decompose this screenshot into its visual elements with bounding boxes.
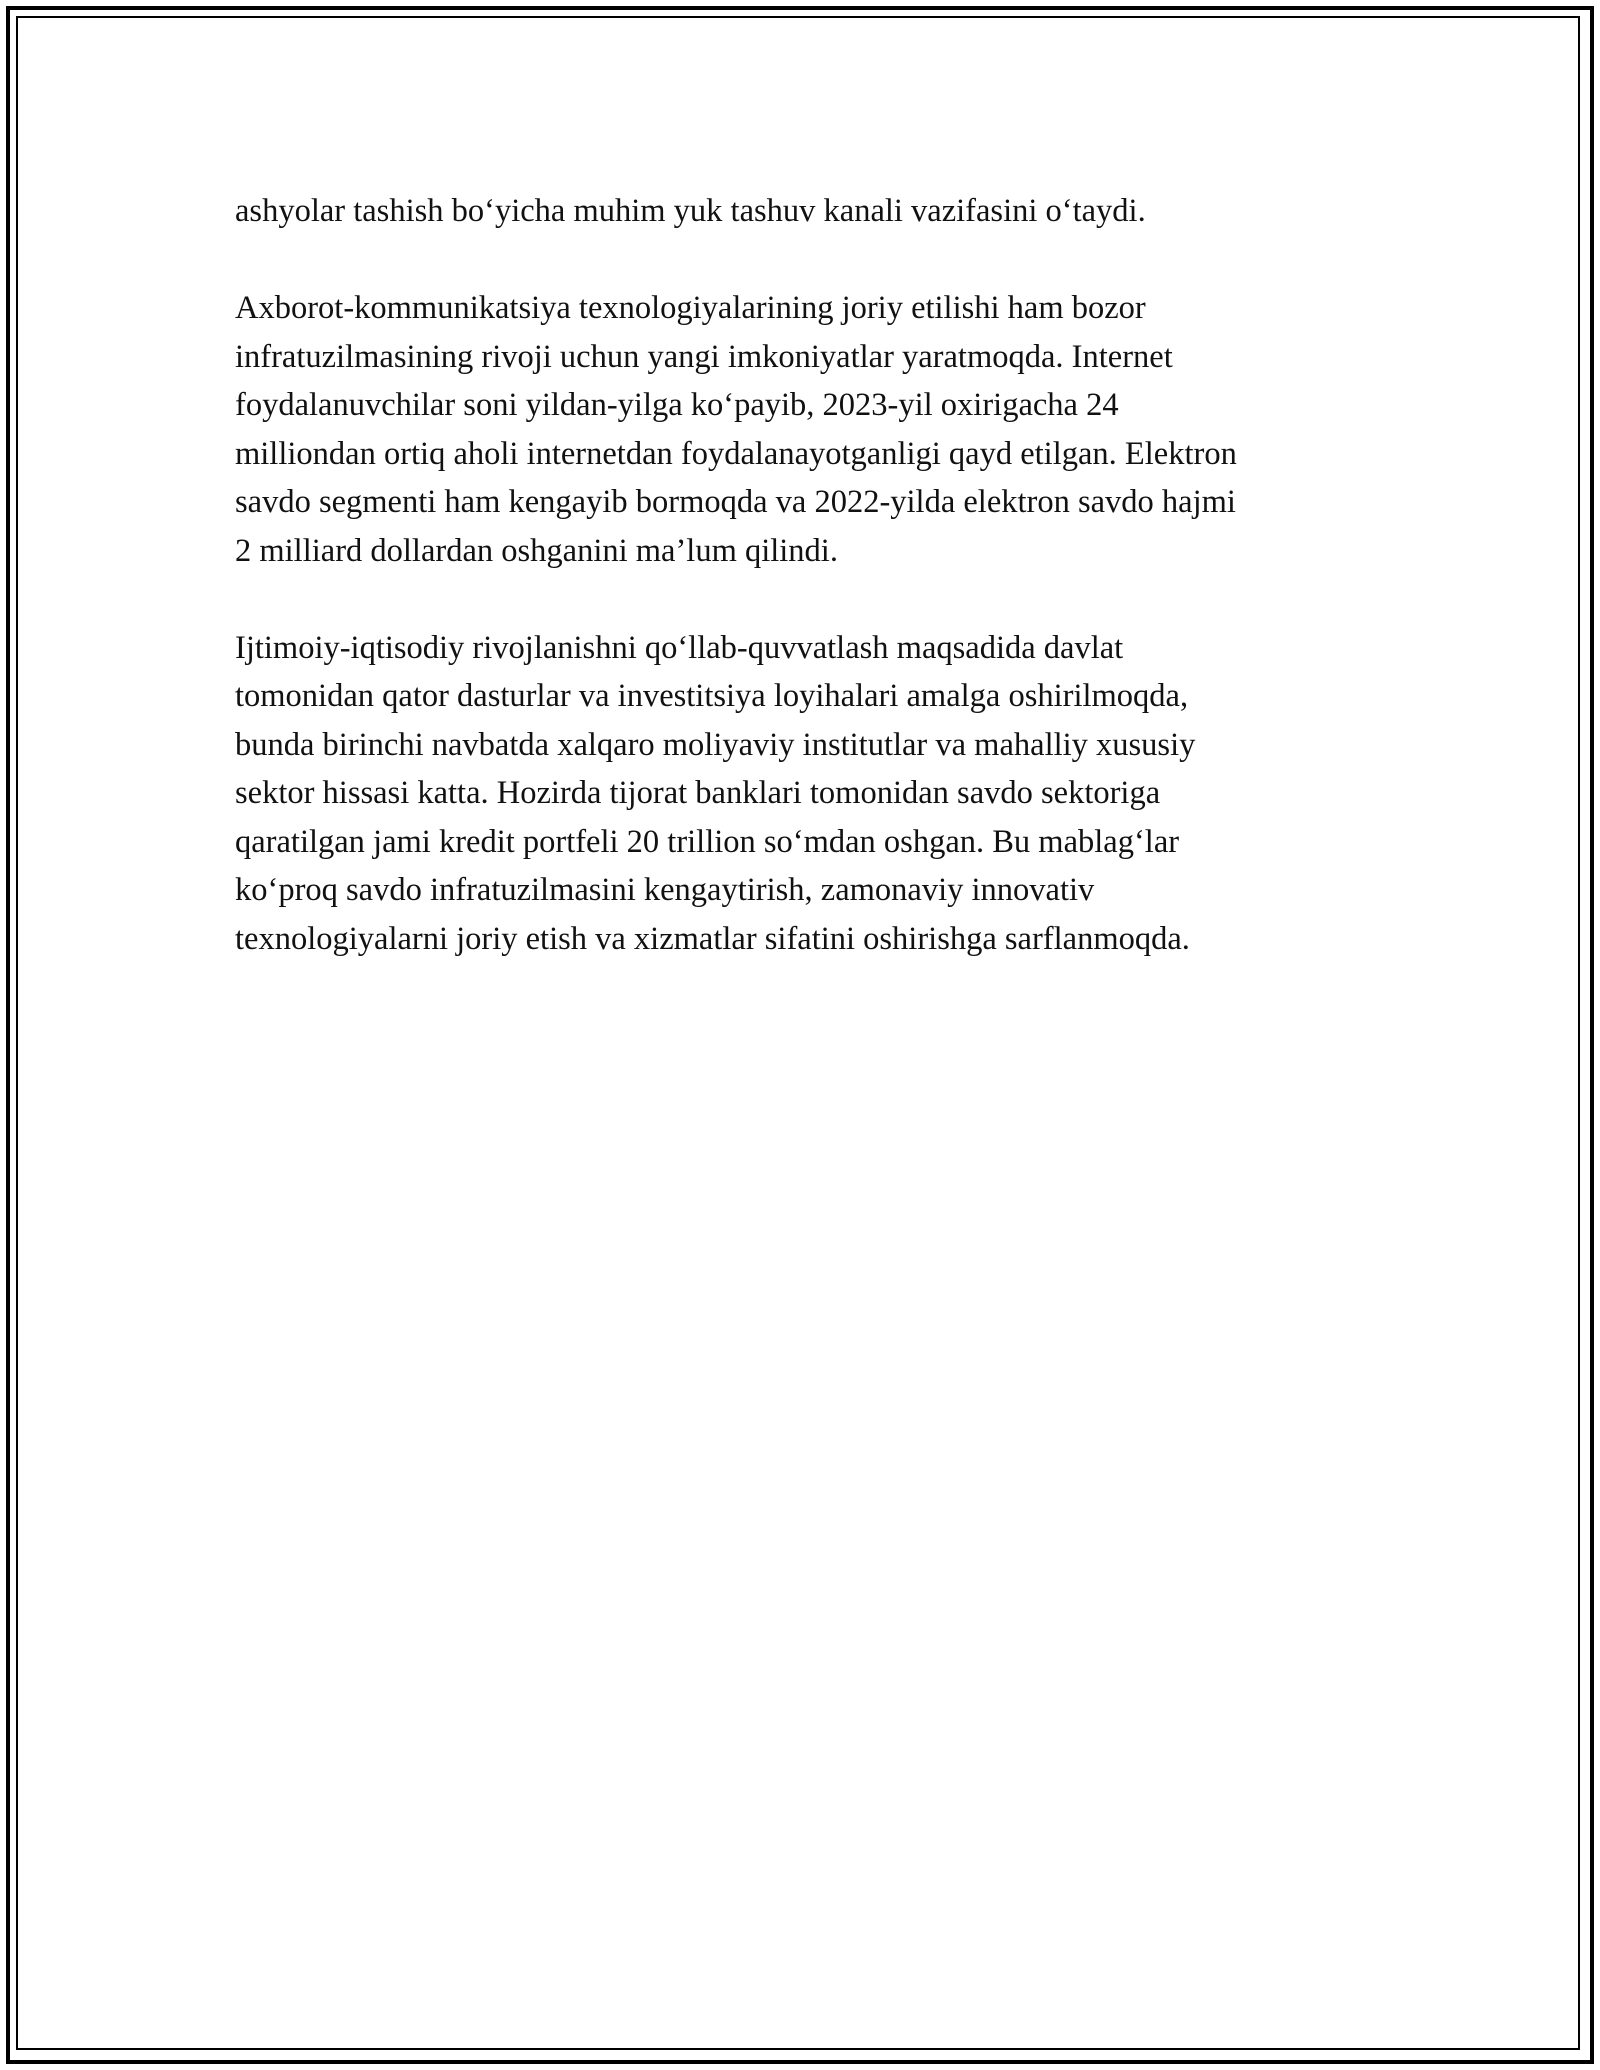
text-line: texnologiyalarni joriy etish va xizmatlar sifatini oshirishga sarflanmoqda. <box>235 920 1190 957</box>
text-line: savdo segmenti ham kengayib bormoqda va 2022-yilda elektron savdo hajmi <box>235 484 1236 520</box>
text-line: sektor hissasi katta. Hozirda tijorat banklari tomonidan savdo sektoriga <box>235 775 1161 811</box>
text-line: 2 milliard dollardan oshganini ma’lum qilindi. <box>235 532 838 569</box>
text-line: bunda birinchi navbatda xalqaro moliyaviy institutlar va mahalliy xususiy <box>235 726 1196 763</box>
text-line: Ijtimoiy-iqtisodiy rivojlanishni qo‘llab-quvvatlash maqsadida davlat <box>235 629 1124 666</box>
document-body <box>235 187 1395 1012</box>
text-line: ko‘proq savdo infratuzilmasini kengaytirish, zamonaviy innovativ <box>235 872 1095 908</box>
text-line: infratuzilmasining rivoji uchun yangi imkoniyatlar yaratmoqda. Internet <box>235 338 1173 375</box>
text-line: Axborot-kommunikatsiya texnologiyalarining joriy etilishi ham bozor <box>235 290 1146 326</box>
text-line: ashyolar tashish bo‘yicha muhim yuk tashuv kanali vazifasini o‘taydi. <box>235 193 1146 229</box>
text-line: milliondan ortiq aholi internetdan foydalanayotganligi qayd etilgan. Elektron <box>235 435 1237 472</box>
text-line: foydalanuvchilar soni yildan-yilga ko‘payib, 2023-yil oxirigacha 24 <box>235 387 1119 423</box>
paragraph-2 <box>235 284 1395 575</box>
paragraph-1 <box>235 187 1395 236</box>
paragraph-3 <box>235 624 1395 964</box>
text-line: tomonidan qator dasturlar va investitsiya loyihalari amalga oshirilmoqda, <box>235 678 1189 714</box>
text-line: qaratilgan jami kredit portfeli 20 trillion so‘mdan oshgan. Bu mablag‘lar <box>235 823 1180 860</box>
